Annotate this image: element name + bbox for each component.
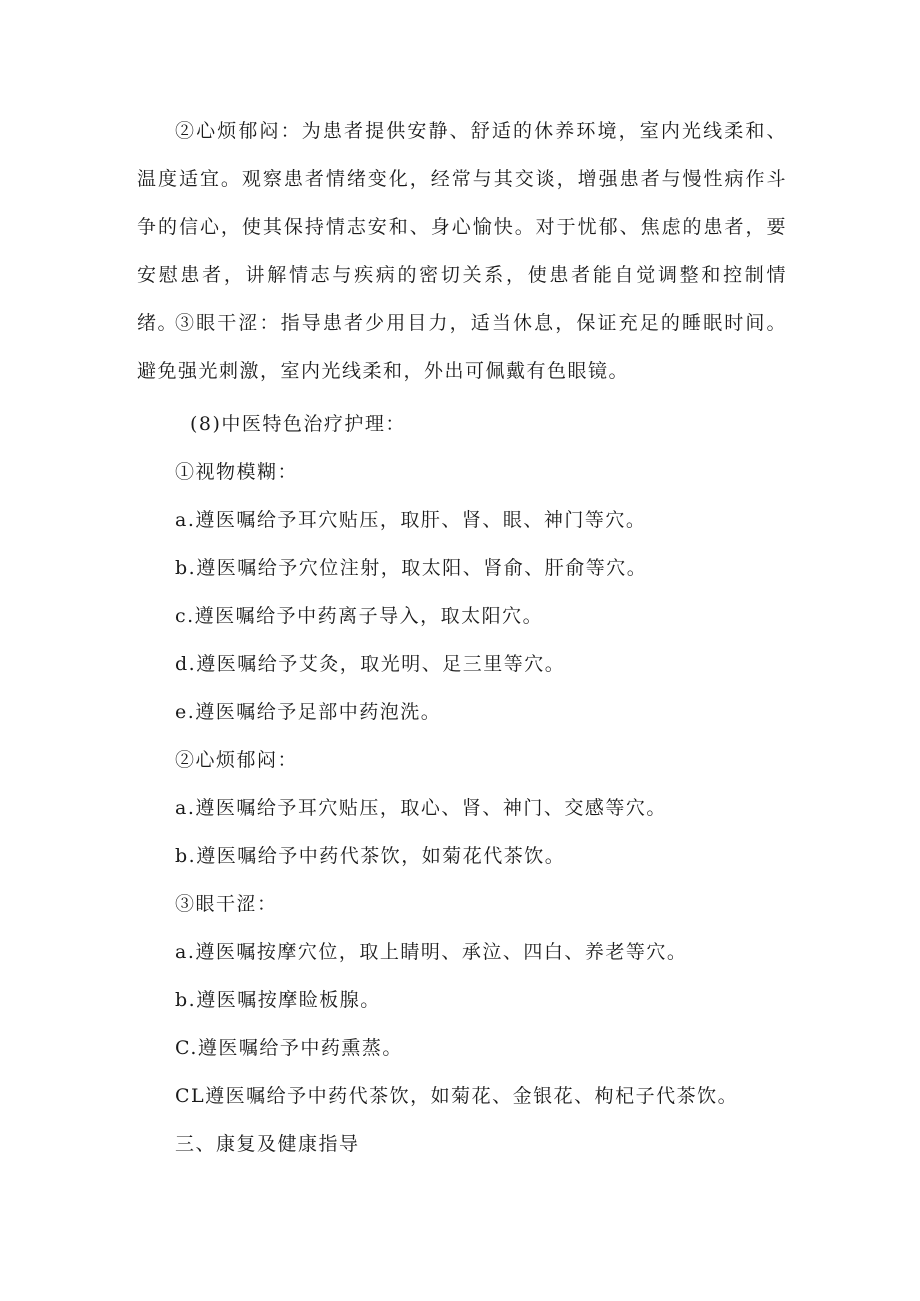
list-item: b.遵医嘱按摩睑板腺。	[175, 989, 381, 1011]
list-item: b.遵医嘱给予中药代茶饮，如菊花代茶饮。	[175, 845, 566, 867]
list-item: CL遵医嘱给予中药代茶饮，如菊花、金银花、枸杞子代茶饮。	[175, 1085, 739, 1107]
list-item: b.遵医嘱给予穴位注射，取太阳、肾俞、肝俞等穴。	[175, 557, 648, 579]
list-item: a.遵医嘱按摩穴位，取上睛明、承泣、四白、养老等穴。	[175, 941, 688, 963]
section-heading-tcm-treatment: (8)中医特色治疗护理：	[190, 413, 406, 435]
subheading-dry-eye: ③眼干涩：	[175, 893, 278, 915]
subheading-blurred-vision: ①视物模糊：	[175, 461, 299, 483]
list-item: c.遵医嘱给予中药离子导入，取太阳穴。	[175, 605, 544, 627]
list-item: a.遵医嘱给予耳穴贴压，取心、肾、神门、交感等穴。	[175, 797, 667, 819]
list-item: a.遵医嘱给予耳穴贴压，取肝、肾、眼、神门等穴。	[175, 509, 647, 531]
section-heading-rehab-guidance: 三、康复及健康指导	[175, 1133, 360, 1155]
list-item: d.遵医嘱给予艾灸，取光明、足三里等穴。	[175, 653, 566, 675]
paragraph-irritability-care: ②心烦郁闷：为患者提供安静、舒适的休养环境，室内光线柔和、温度适宜。观察患者情绪变化，经常与其交谈，增强患者与慢性病作斗争的信心，使其保持情志安和、身心愉快。对于忧郁、焦虑的患者，要安慰患者，讲解情志与疾病的密切关系，使患者能自觉调整和控制情绪。	[137, 120, 787, 334]
paragraph-dry-eye-care: ③眼干涩：指导患者少用目力，适当休息，保证充足的睡眠时间。避免强光刺激，室内光线柔和，外出可佩戴有色眼镜。	[137, 312, 787, 382]
subheading-irritability: ②心烦郁闷：	[175, 749, 299, 771]
list-item: e.遵医嘱给予足部中药泡洗。	[175, 701, 442, 723]
list-item: C.遵医嘱给予中药熏蒸。	[175, 1037, 403, 1059]
